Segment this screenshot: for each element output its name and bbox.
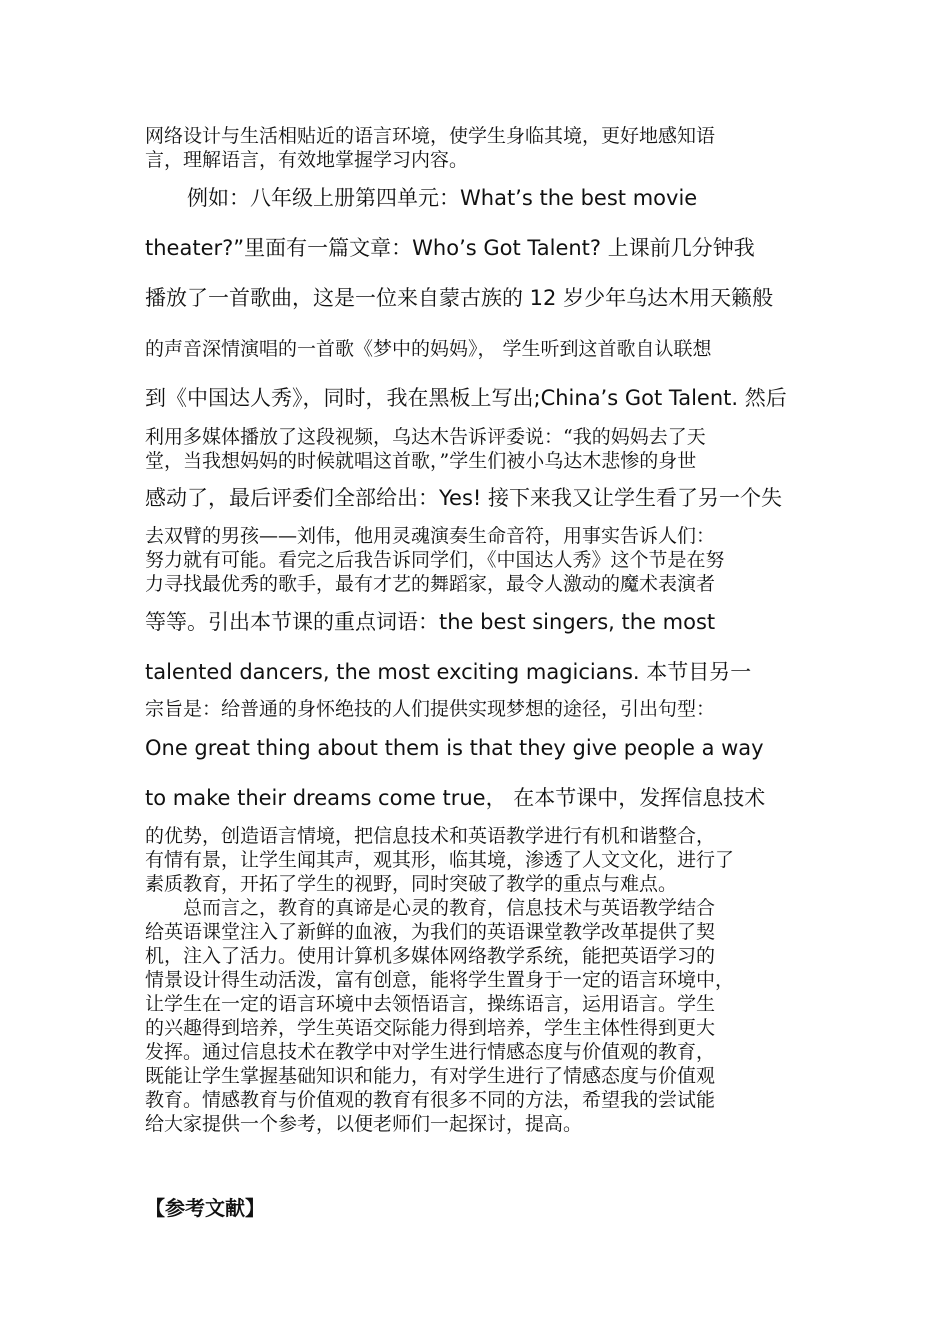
body-line: 努力就有可能。看完之后我告诉同学们，《中国达人秀》这个节是在努	[145, 549, 725, 571]
body-line: 网络设计与生活相贴近的语言环境，使学生身临其境，更好地感知语	[145, 125, 716, 147]
body-line: talented dancers, the most exciting magicians. 本节目另一	[145, 660, 752, 684]
body-line: One great thing about them is that they give people a way	[145, 736, 764, 760]
body-line: 播放了一首歌曲，这是一位来自蒙古族的 12 岁少年乌达木用天籁般	[145, 286, 774, 310]
body-line: 利用多媒体播放了这段视频，乌达木告诉评委说：“我的妈妈去了天	[145, 426, 706, 448]
body-line: theater?”里面有一篇文章：Who’s Got Talent? 上课前几分钟我	[145, 236, 755, 260]
references-heading: 【参考文献】	[145, 1196, 265, 1220]
body-line: 到《中国达人秀》，同时，我在黑板上写出;China’s Got Talent. 然后	[145, 386, 787, 410]
body-line: 既能让学生掌握基础知识和能力，有对学生进行了情感态度与价值观	[145, 1065, 716, 1087]
body-line: 言，理解语言，有效地掌握学习内容。	[145, 149, 469, 171]
body-line: 总而言之，教育的真谛是心灵的教育，信息技术与英语教学结合	[145, 897, 716, 919]
body-line: 素质教育，开拓了学生的视野，同时突破了教学的重点与难点。	[145, 873, 678, 895]
body-line: 感动了，最后评委们全部给出：Yes! 接下来我又让学生看了另一个失	[145, 486, 782, 510]
body-line: 等等。引出本节课的重点词语：the best singers, the most	[145, 610, 716, 634]
body-line: 机，注入了活力。使用计算机多媒体网络教学系统，能把英语学习的	[145, 945, 716, 967]
body-line: 宗旨是：给普通的身怀绝技的人们提供实现梦想的途径，引出句型：	[145, 698, 716, 720]
body-line: 让学生在一定的语言环境中去领悟语言，操练语言，运用语言。学生	[145, 993, 716, 1015]
body-line: 的优势，创造语言情境，把信息技术和英语教学进行有机和谐整合，	[145, 825, 716, 847]
body-line: 教育。情感教育与价值观的教育有很多不同的方法，希望我的尝试能	[145, 1089, 716, 1111]
body-line: 给英语课堂注入了新鲜的血液，为我们的英语课堂教学改革提供了契	[145, 921, 716, 943]
body-line: 去双臂的男孩——刘伟，他用灵魂演奏生命音符，用事实告诉人们：	[145, 525, 716, 547]
body-line: 给大家提供一个参考，以便老师们一起探讨，提高。	[145, 1113, 583, 1135]
body-line: 有情有景，让学生闻其声，观其形，临其境，渗透了人文文化，进行了	[145, 849, 735, 871]
body-line: 例如：八年级上册第四单元：What’s the best movie	[145, 186, 698, 210]
body-line: 的声音深情演唱的一首歌《梦中的妈妈》， 学生听到这首歌自认联想	[145, 338, 712, 360]
body-line: 力寻找最优秀的歌手，最有才艺的舞蹈家，最令人激动的魔术表演者	[145, 573, 716, 595]
body-line: 情景设计得生动活泼，富有创意，能将学生置身于一定的语言环境中，	[145, 969, 735, 991]
body-line: 发挥。通过信息技术在教学中对学生进行情感态度与价值观的教育，	[145, 1041, 716, 1063]
body-line: 堂，当我想妈妈的时候就唱这首歌，”学生们被小乌达木悲惨的身世	[145, 450, 697, 472]
body-line: 的兴趣得到培养，学生英语交际能力得到培养，学生主体性得到更大	[145, 1017, 716, 1039]
body-line: to make their dreams come true， 在本节课中，发挥信息技术	[145, 786, 766, 810]
